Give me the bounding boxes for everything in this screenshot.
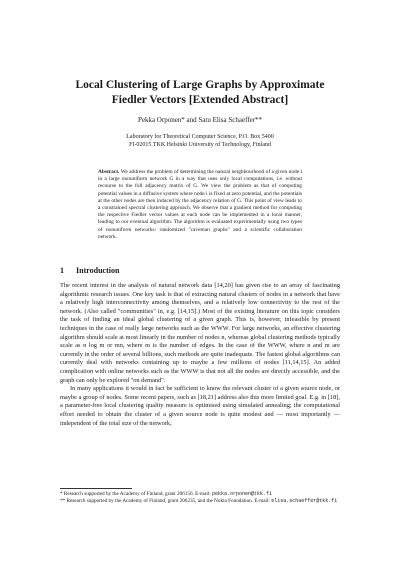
body-paragraph-2: In many applications it would in fact be sufficient to know the relevant cluster of a given source node, or maybe a group of nodes. Some recent papers, such as [18,21] address also this more limited goal. E.g. in [18], a parameter-free local clustering quality measure is optimised using simulated annealing; the computational effort needed to obtain the cluster of a given source node is quite modest and — most importantly — independent of the total size of the network, <box>60 385 340 427</box>
footnote-2-text: ** Research supported by the Academy of Finland, grant 206235, and the Nokia Foundation. E-mail: <box>60 498 270 505</box>
footnote-2-email[interactable]: elisa.schaeffer@tkk.fi <box>271 498 338 505</box>
affiliation-line-1: Laboratory for Theoretical Computer Science, P.O. Box 5400 <box>126 134 274 140</box>
footnote-1-text: * Research supported by the Academy of Finland, grant 206156. E-mail: <box>60 491 211 497</box>
affiliation <box>60 133 340 149</box>
abstract-label: Abstract. <box>98 169 120 175</box>
abstract <box>98 169 302 241</box>
footnote-divider <box>60 488 132 489</box>
section-number: 1 <box>60 266 64 275</box>
paper-title: Local Clustering of Large Graphs by Approximate Fiedler Vectors [Extended Abstract] <box>75 79 325 106</box>
section-heading <box>60 266 340 276</box>
affiliation-line-2: FI-02015 TKK Helsinki University of Technology, Finland <box>129 142 271 148</box>
footnote-1-email[interactable]: pekka.orponen@tkk.fi <box>212 491 273 497</box>
body-paragraph-1: The recent interest in the analysis of natural network data [14,20] has given rise to an array of fascinating algorithmic research issues. One key task is that of extracting natural clusters of nodes in a network that have a relatively high interconnectivity among themselves, and a relatively low connectivity to the rest of the network. (Also called "communities" in, e.g. [14,15].) Most of the existing literature on this topic considers the task of finding an ideal global clustering of a given graph. This is, however, infeasible by present techniques in the case of really large networks such as the WWW. For large networks, an effective clustering algorithm should scale at most linearly in the number of nodes n, whereas global clustering methods typically scale as n log m or mn, where m is the number of edges. In the case of the WWW, where n and m are currently in the order of several billions, such methods are quite inadequate. The fastest global algorithms can currently deal with networks containing up to maybe a few millions of nodes [11,14,15]. An added complication with online networks such as the WWW is that not all the nodes are directly accessible, and the graph can only be explored "on demand". <box>60 282 340 384</box>
body-text <box>60 282 340 428</box>
section-title: Introduction <box>76 266 120 275</box>
paper-authors: Pekka Orponen* and Satu Elisa Schaeffer** <box>137 116 263 124</box>
footnote-1 <box>60 491 340 498</box>
abstract-text: We address the problem of determining the natural neighbourhood of a given node i in a large nonuniform network G in a way that uses only local computations, i.e. without recourse to the full adjacency matrix of G. We view the problem as that of computing potential values in a diffusive system where node i is fixed at zero potential, and the potentials at the other nodes are then induced by the adjacency relation of G. This point of view leads to a constrained spectral clustering approach. We observe that a gradient method for computing the respective Fiedler vector values at each node can be implemented in a local manner, leading to our eventual algorithm. The algorithm is evaluated experimentally using two types of nonuniform networks: randomized "caveman graphs" and a scientific collaboration network. <box>98 169 302 240</box>
footnote-2 <box>60 498 340 505</box>
footnotes <box>60 491 340 506</box>
